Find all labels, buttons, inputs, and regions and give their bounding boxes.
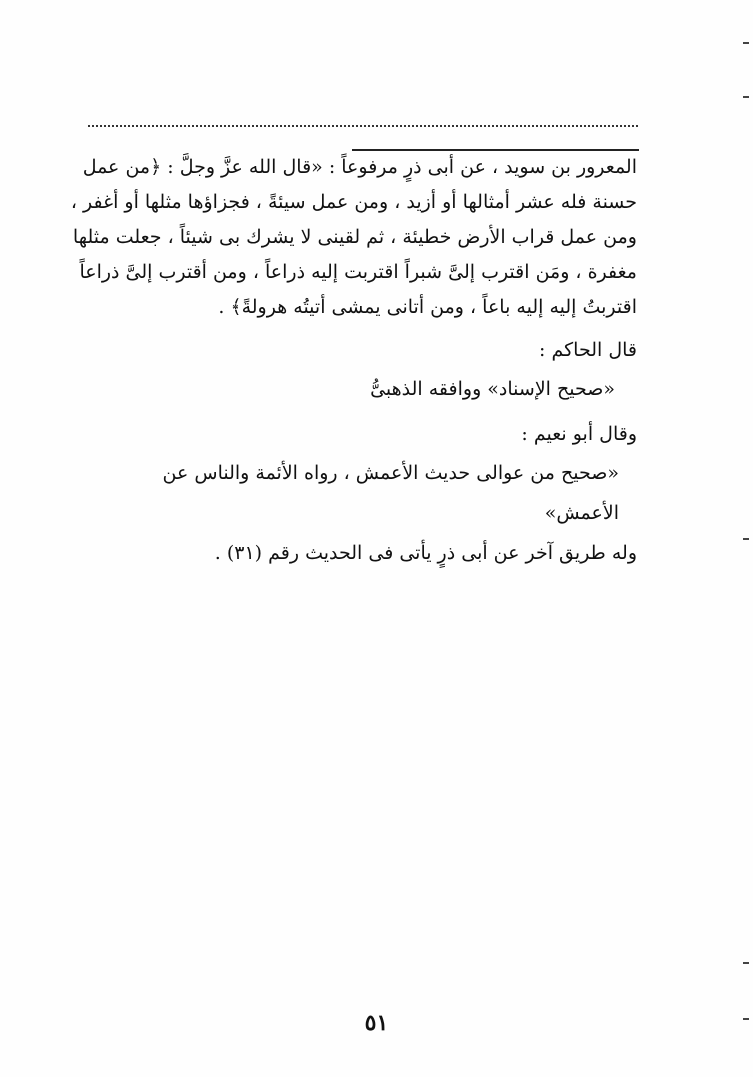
hakim-quote: «صحيح الإسناد» ووافقه الذهبىُّ (370, 378, 615, 400)
abu-nuaym-quote: «صحيح من عوالى حديث الأعمش ، رواه الأئمة والناس عن الأعمش» (162, 462, 619, 524)
page-number: ٥١ (364, 1010, 389, 1036)
page-body (70, 150, 637, 573)
dotted-separator (88, 125, 638, 127)
hakim-heading: قال الحاكم : (539, 339, 637, 361)
abu-nuaym-heading: وقال أبو نعيم : (521, 423, 637, 445)
paragraph-line: المعرور بن سويد ، عن أبى ذرٍ مرفوعاً : «قال الله عزَّ وجلَّ : ﴿من عمل (82, 156, 637, 178)
paragraph-line: مغفرة ، ومَن اقترب إلىَّ شبراً اقتربت إليه ذراعاً ، ومن أقترب إلىَّ ذراعاً (79, 261, 637, 283)
paragraph-line: حسنة فله عشر أمثالها أو أزيد ، ومن عمل سيئةً ، فجزاؤها مثلها أو أغفر ، (70, 191, 637, 213)
margin-mark (743, 962, 749, 964)
margin-mark (743, 96, 749, 98)
paragraph-line: اقتربتُ إليه إليه باعاً ، ومن أتانى يمشى أتيتُه هرولةً﴾ . (218, 296, 637, 318)
hadith-paragraph (70, 150, 637, 325)
margin-mark (743, 42, 749, 44)
margin-mark (743, 538, 749, 540)
margin-mark (743, 1018, 749, 1020)
paragraph-line: ومن عمل قراب الأرض خطيئة ، ثم لقينى لا يشرك بى شيئاً ، جعلت مثلها (72, 226, 637, 248)
other-route-note: وله طريق آخر عن أبى ذرٍ يأتى فى الحديث رقم (٣١) . (214, 542, 637, 564)
